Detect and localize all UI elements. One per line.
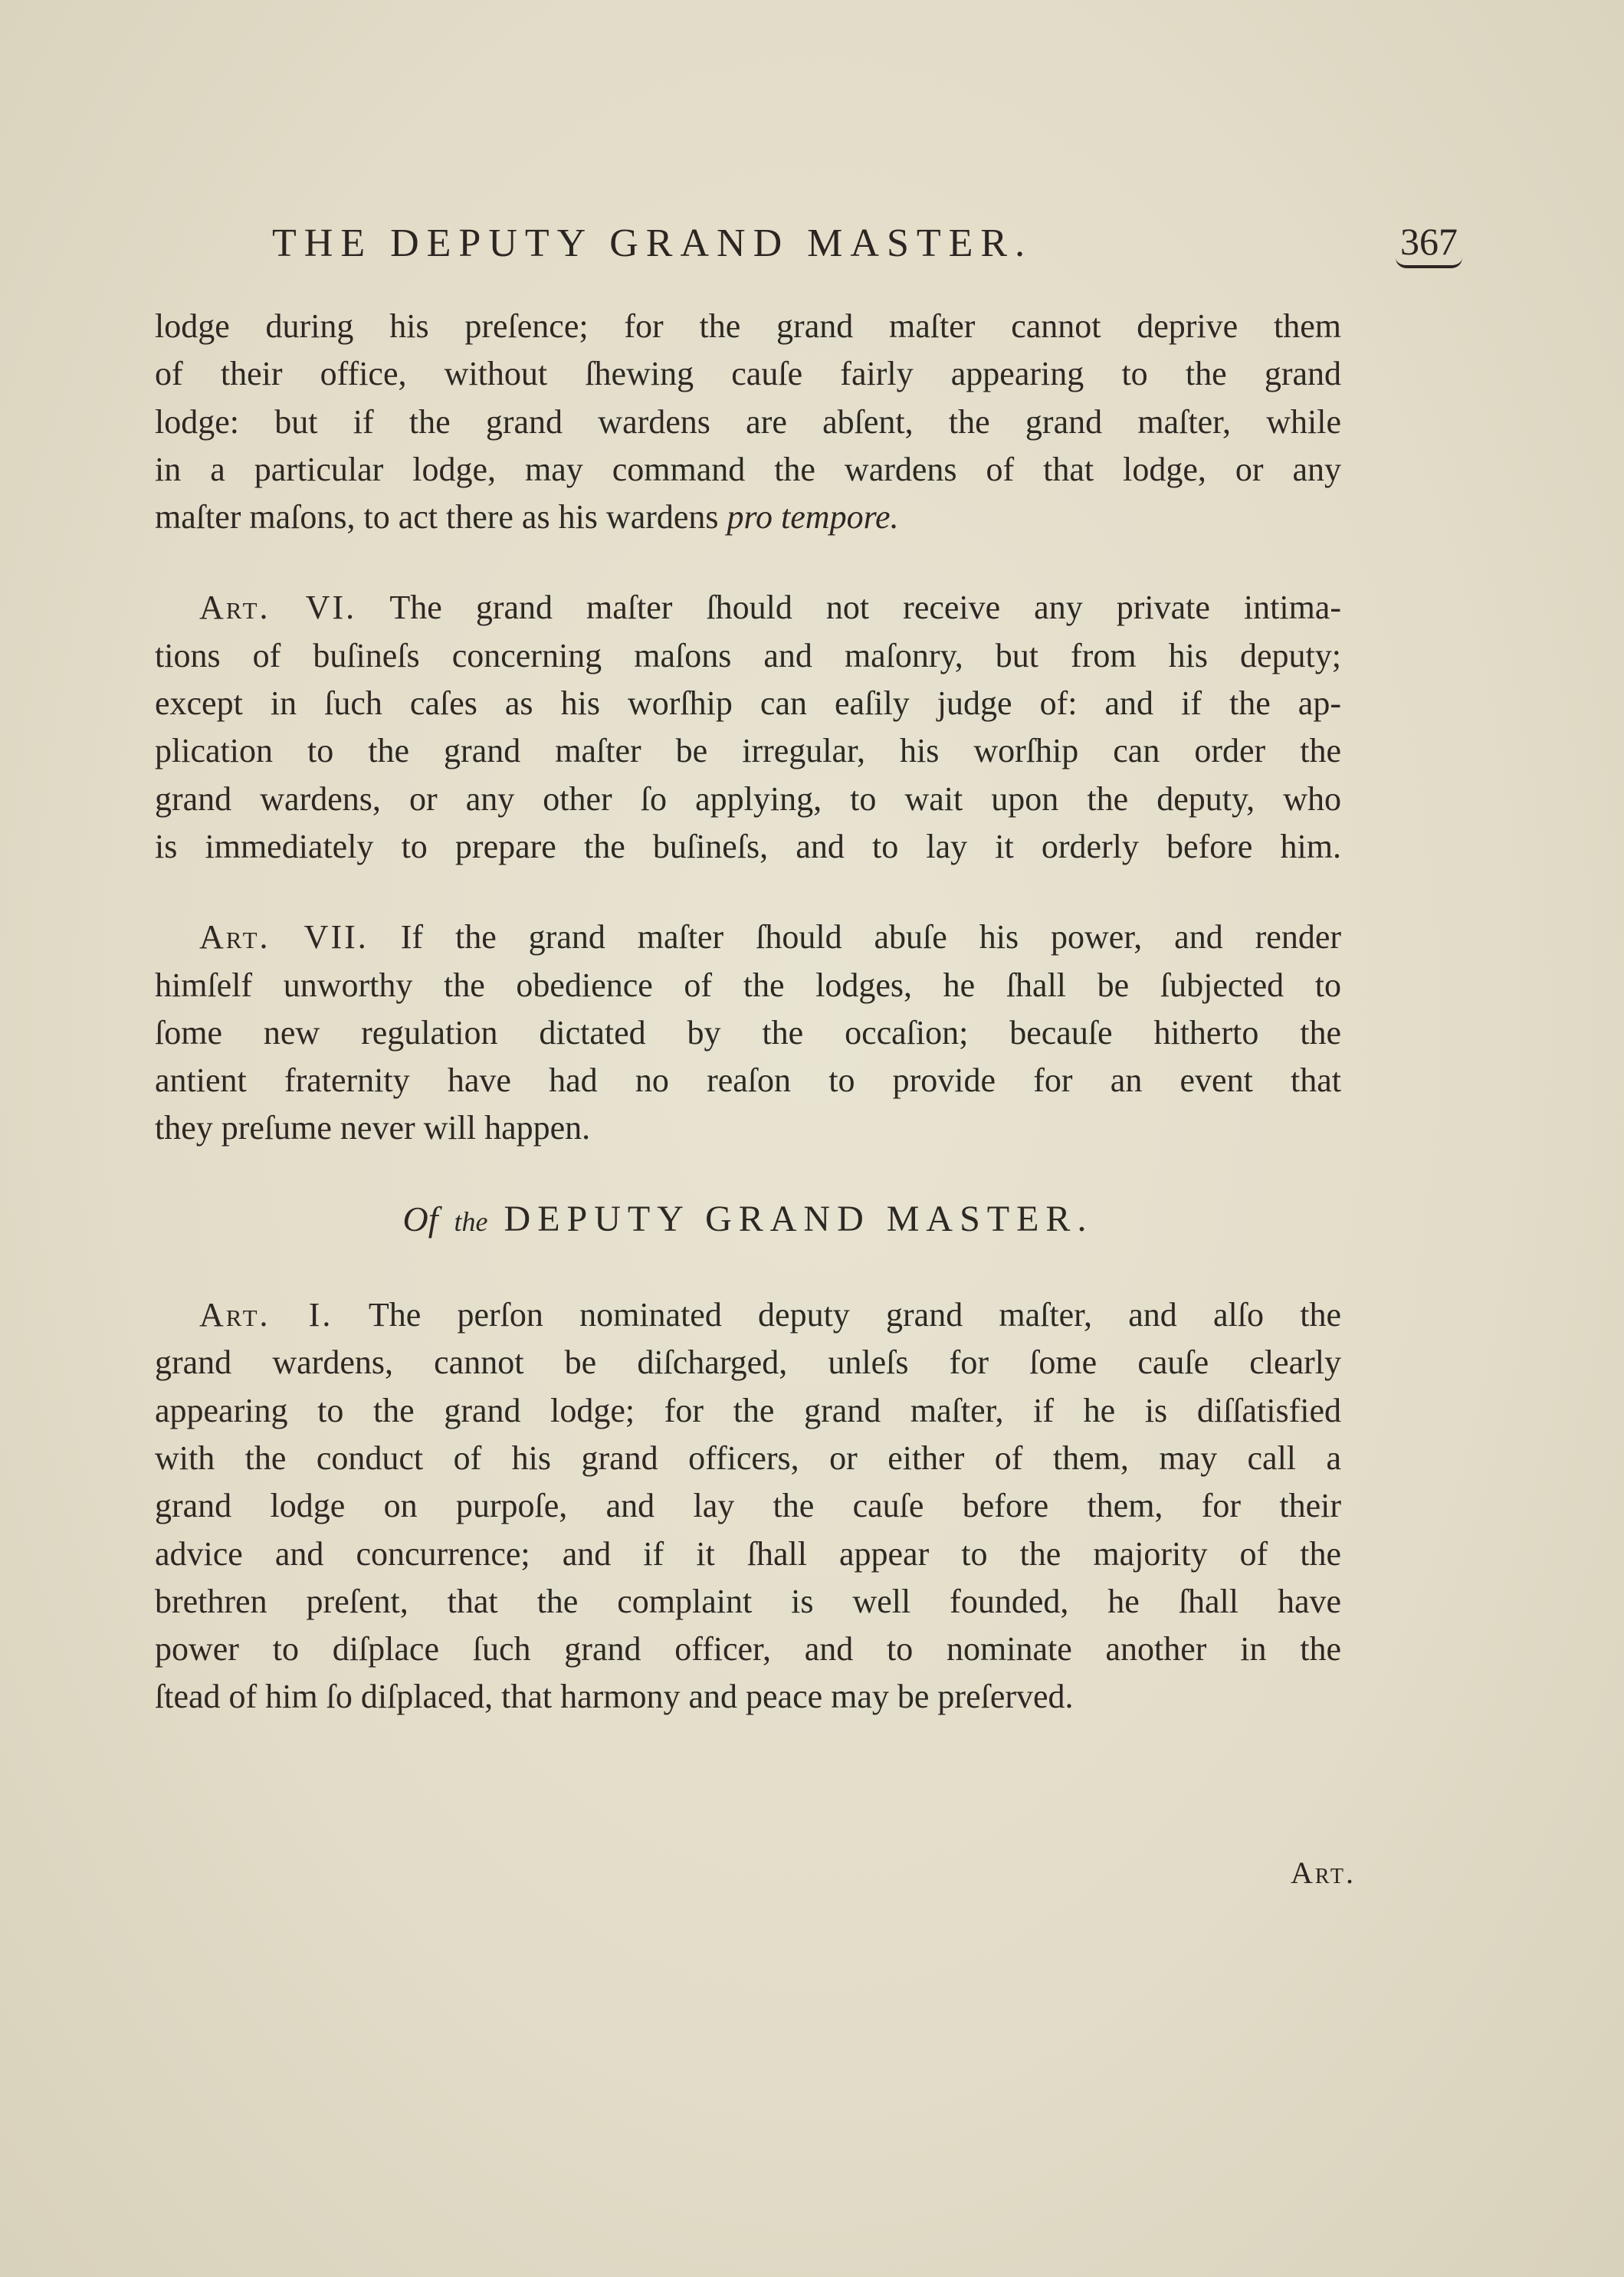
text-line: brethren preſent, that the complaint is well founded, he ſhall have [155, 1582, 1341, 1620]
text-line-part: The grand maſter ſhould not receive any private intima- [389, 589, 1341, 627]
text-line-part: maſter maſons, to act there as his wardens [155, 498, 719, 536]
article-lead: Art. I. [199, 1296, 333, 1334]
text-line: with the conduct of his grand officers, or either of them, may call a [155, 1439, 1341, 1477]
text-line: lodge during his preſence; for the grand maſter cannot deprive them [155, 307, 1341, 345]
text-line: is immediately to prepare the buſineſs, and to lay it orderly before him. [155, 827, 1341, 865]
text-line: advice and concurrence; and if it ſhall appear to the majority of the [155, 1534, 1341, 1573]
section-heading [155, 1196, 1341, 1245]
catchword: Art. [1291, 1855, 1356, 1890]
text-line: antient fraternity have had no reaſon to provide for an event that [155, 1061, 1341, 1100]
heading-title: DEPUTY GRAND MASTER. [504, 1198, 1094, 1239]
article-lead: Art. VII. [199, 918, 369, 956]
running-title: THE DEPUTY GRAND MASTER. [272, 221, 1033, 265]
text-line: power to diſplace ſuch grand officer, and to nominate another in the [155, 1630, 1341, 1668]
text-line [155, 1291, 1341, 1339]
text-line: ſtead of him ſo diſplaced, that harmony and peace may be preſerved. [155, 1678, 1074, 1716]
heading-of: Of [402, 1199, 438, 1239]
text-line: grand wardens, or any other ſo applying, to wait upon the deputy, who [155, 779, 1341, 818]
article-lead: Art. VI. [199, 589, 357, 627]
running-head [153, 221, 1456, 282]
text-line: except in ſuch caſes as his worſhip can eaſily judge of: and if the ap- [155, 684, 1341, 723]
text-line: lodge: but if the grand wardens are abſent, the grand maſter, while [155, 402, 1341, 441]
heading-the: the [454, 1206, 488, 1237]
text-line: ſome new regulation dictated by the occaſion; becauſe hitherto the [155, 1013, 1341, 1052]
text-line: himſelf unworthy the obedience of the lodges, he ſhall be ſubjected to [155, 966, 1341, 1004]
text-line: grand lodge on purpoſe, and lay the cauſe before them, for their [155, 1487, 1341, 1525]
text-line: plication to the grand maſter be irregular, his worſhip can order the [155, 732, 1341, 770]
text-line: they preſume never will happen. [155, 1109, 591, 1147]
text-line: grand wardens, cannot be diſcharged, unleſs for ſome cauſe clearly [155, 1344, 1341, 1382]
text-line: tions of buſineſs concerning maſons and maſonry, but from his deputy; [155, 636, 1341, 674]
body-text [155, 303, 1341, 1721]
page-number: 367 [1396, 219, 1462, 268]
paragraph-art-vi [155, 584, 1341, 871]
italic-phrase: pro tempore. [727, 498, 899, 536]
text-line: appearing to the grand lodge; for the grand maſter, if he is diſſatisfied [155, 1391, 1341, 1429]
text-line-part: If the grand maſter ſhould abuſe his power, and render [400, 918, 1342, 956]
text-line [155, 494, 1341, 541]
paragraph-art-vii [155, 914, 1341, 1152]
paragraph-art-i [155, 1291, 1341, 1721]
paragraph-continuation [155, 303, 1341, 541]
text-line-part: The perſon nominated deputy grand maſter, and alſo the [368, 1296, 1341, 1334]
text-line: in a particular lodge, may command the wardens of that lodge, or any [155, 450, 1341, 488]
text-line: of their office, without ſhewing cauſe fairly appearing to the grand [155, 355, 1341, 393]
text-line [155, 584, 1341, 632]
text-line [155, 914, 1341, 961]
